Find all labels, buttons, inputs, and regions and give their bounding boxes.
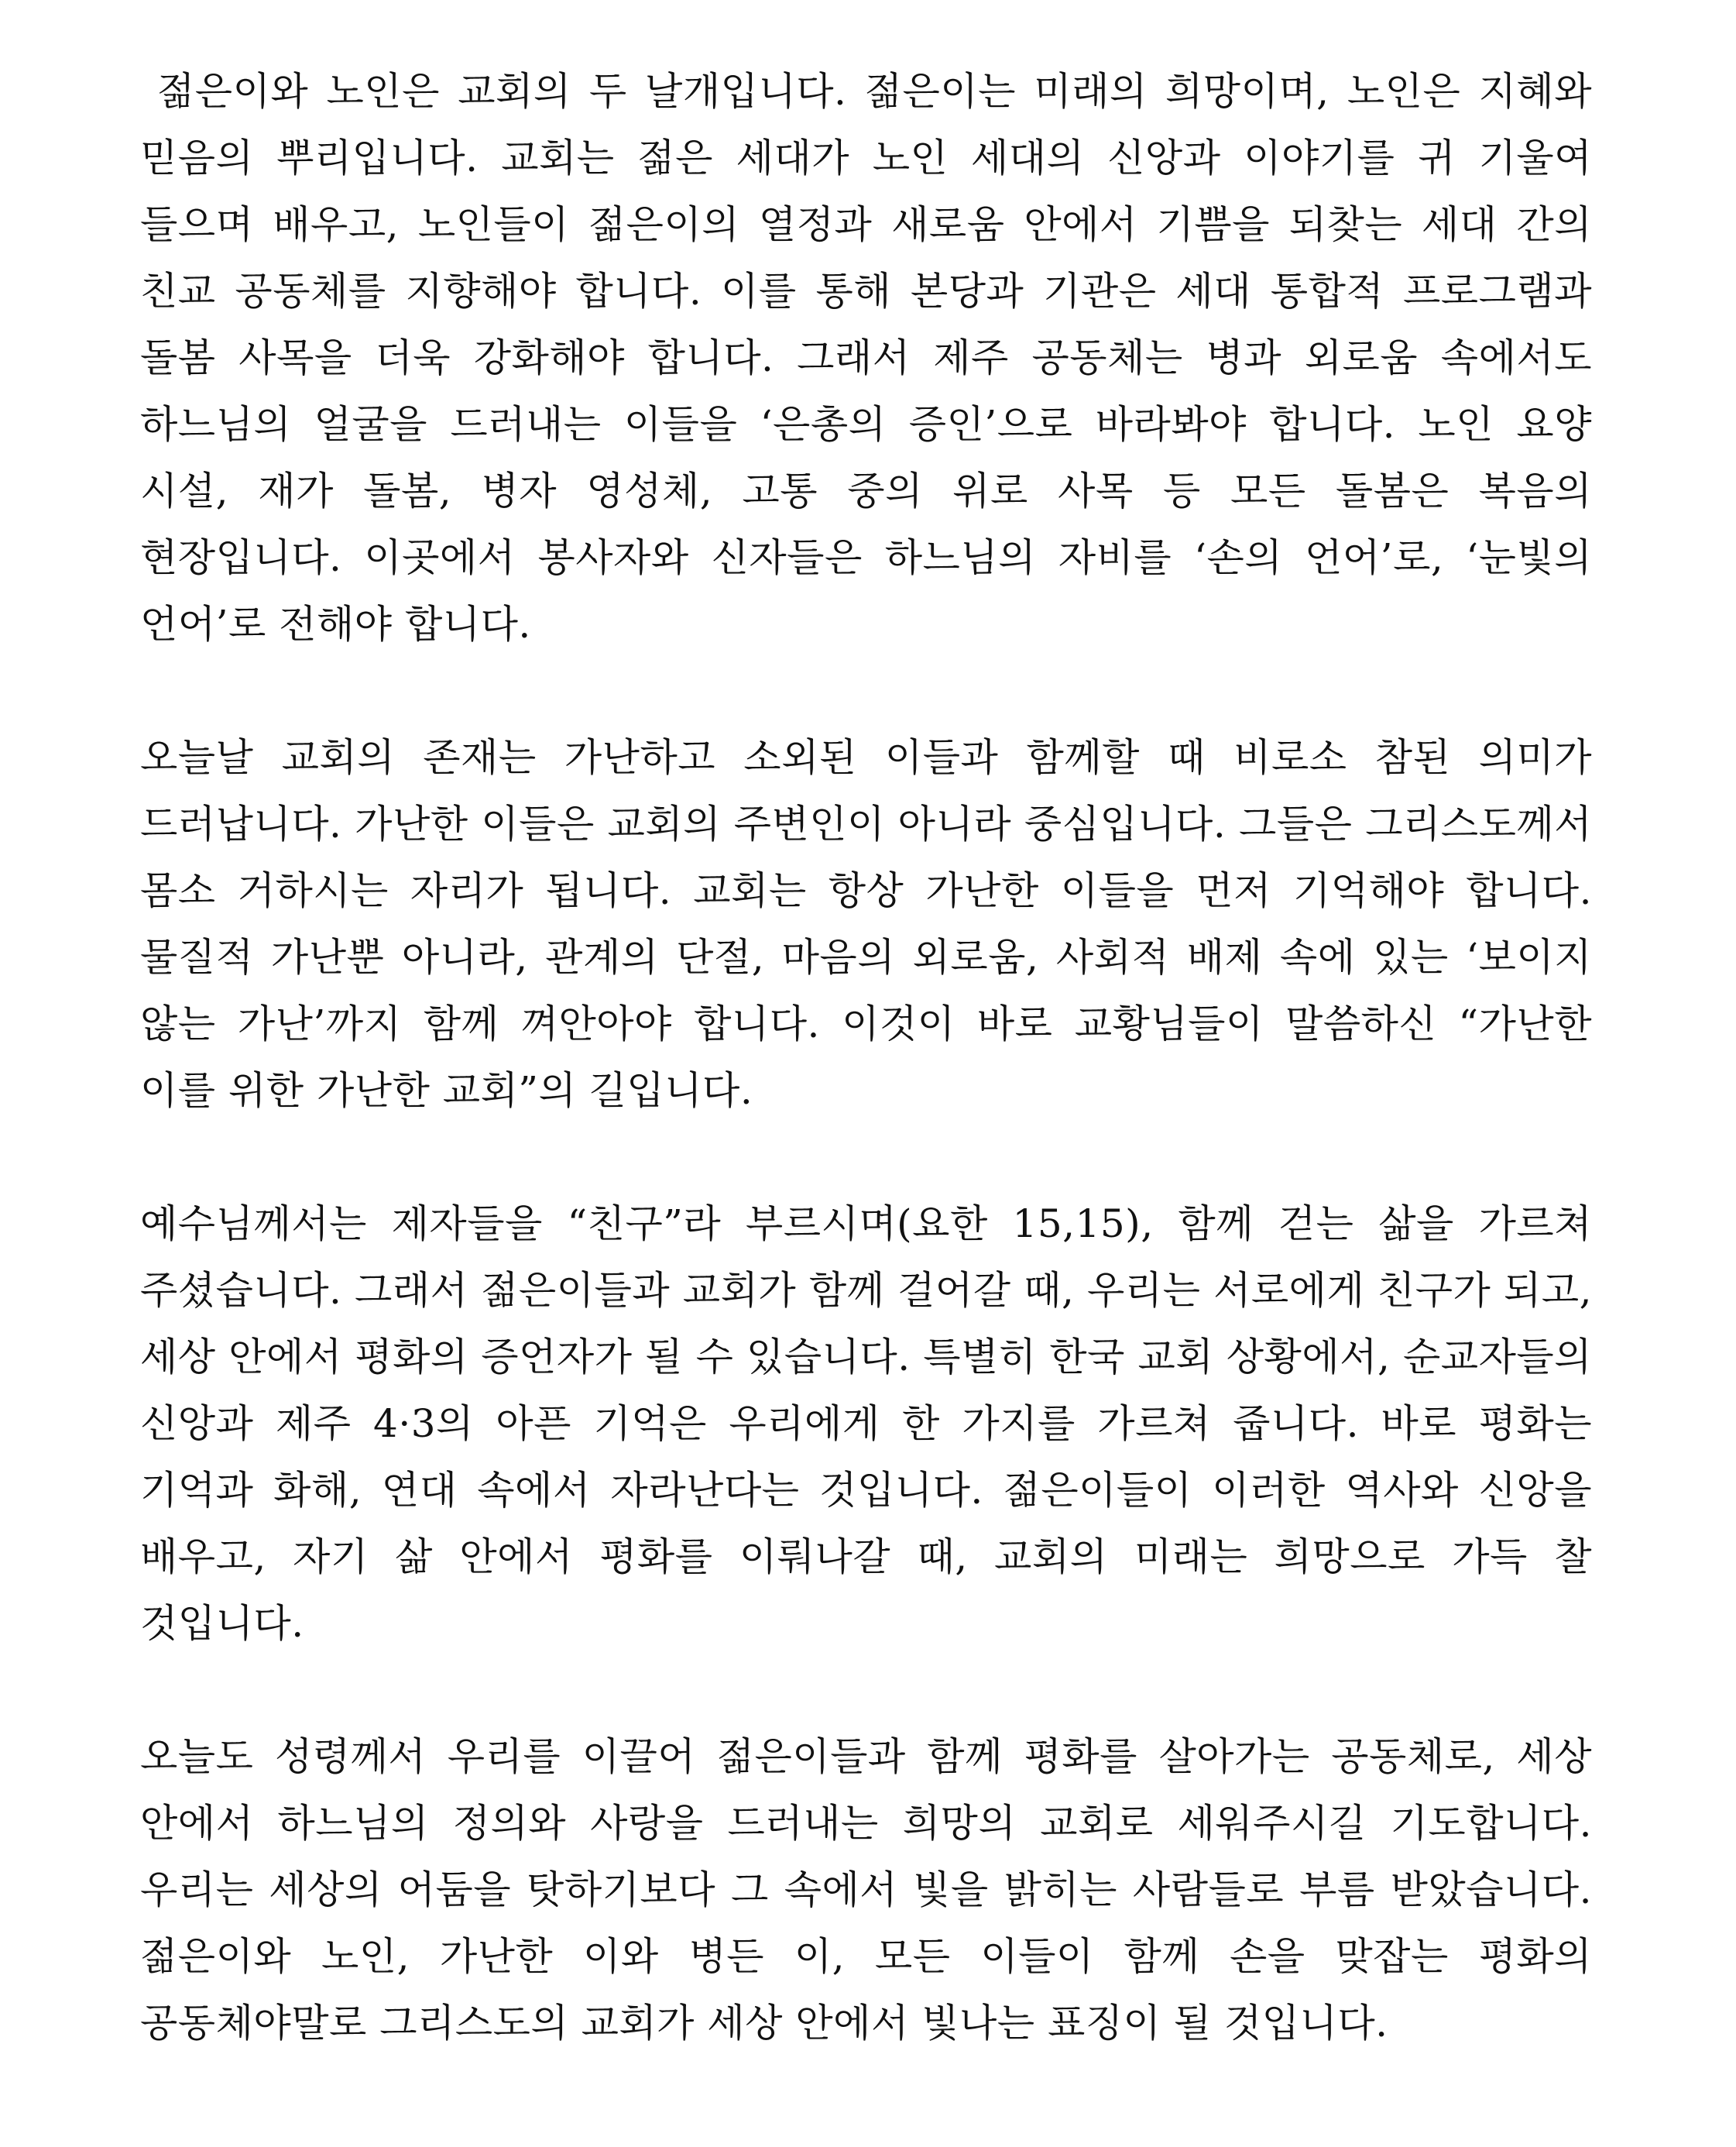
paragraph-youth-and-elders: 젊은이와 노인은 교회의 두 날개입니다. 젊은이는 미래의 희망이며, 노인은 지혜와 믿음의 뿌리입니다. 교회는 젊은 세대가 노인 세대의 신앙과 이야기를 귀 기울여 들으며 배우고, 노인들이 젊은이의 열정과 새로움 안에서 기쁨을 되찾는 세대 간의 친교 공동체를 지향해야 합니다. 이를 통해 본당과 기관은 세대 통합적 프로그램과 돌봄 사목을 더욱 강화해야 합니다. 그래서 제주 공동체는 병과 외로움 속에서도 하느님의 얼굴을 드러내는 이들을 ‘은총의 증인’으로 바라봐야 합니다. 노인 요양 시설, 재가 돌봄, 병자 영성체, 고통 중의 위로 사목 등 모든 돌봄은 복음의 현장입니다. 이곳에서 봉사자와 신자들은 하느님의 자비를 ‘손의 언어’로, ‘눈빛의 언어’로 전해야 합니다. [140, 69, 1592, 647]
paragraph-closing-prayer: 오늘도 성령께서 우리를 이끌어 젊은이들과 함께 평화를 살아가는 공동체로, 세상 안에서 하느님의 정의와 사랑을 드러내는 희망의 교회로 세워주시길 기도합니다. 우리는 세상의 어둠을 탓하기보다 그 속에서 빛을 밝히는 사람들로 부름 받았습니다. 젊은이와 노인, 가난한 이와 병든 이, 모든 이들이 함께 손을 맞잡는 평화의 공동체야말로 그리스도의 교회가 세상 안에서 빛나는 표징이 될 것입니다. [140, 1734, 1592, 2046]
paragraph-friends-and-peace: 예수님께서는 제자들을 “친구”라 부르시며(요한 15,15), 함께 걷는 삶을 가르쳐 주셨습니다. 그래서 젊은이들과 교회가 함께 걸어갈 때, 우리는 서로에게 친구가 되고, 세상 안에서 평화의 증언자가 될 수 있습니다. 특별히 한국 교회 상황에서, 순교자들의 신앙과 제주 4·3의 아픈 기억은 우리에게 한 가지를 가르쳐 줍니다. 바로 평화는 기억과 화해, 연대 속에서 자라난다는 것입니다. 젊은이들이 이러한 역사와 신앙을 배우고, 자기 삶 안에서 평화를 이뤄나갈 때, 교회의 미래는 희망으로 가득 찰 것입니다. [140, 1201, 1592, 1646]
document-page [140, 58, 1592, 2056]
paragraph-church-of-the-poor: 오늘날 교회의 존재는 가난하고 소외된 이들과 함께할 때 비로소 참된 의미가 드러납니다. 가난한 이들은 교회의 주변인이 아니라 중심입니다. 그들은 그리스도께서 몸소 거하시는 자리가 됩니다. 교회는 항상 가난한 이들을 먼저 기억해야 합니다. 물질적 가난뿐 아니라, 관계의 단절, 마음의 외로움, 사회적 배제 속에 있는 ‘보이지 않는 가난’까지 함께 껴안아야 합니다. 이것이 바로 교황님들이 말씀하신 “가난한 이를 위한 가난한 교회”의 길입니다. [140, 735, 1592, 1113]
